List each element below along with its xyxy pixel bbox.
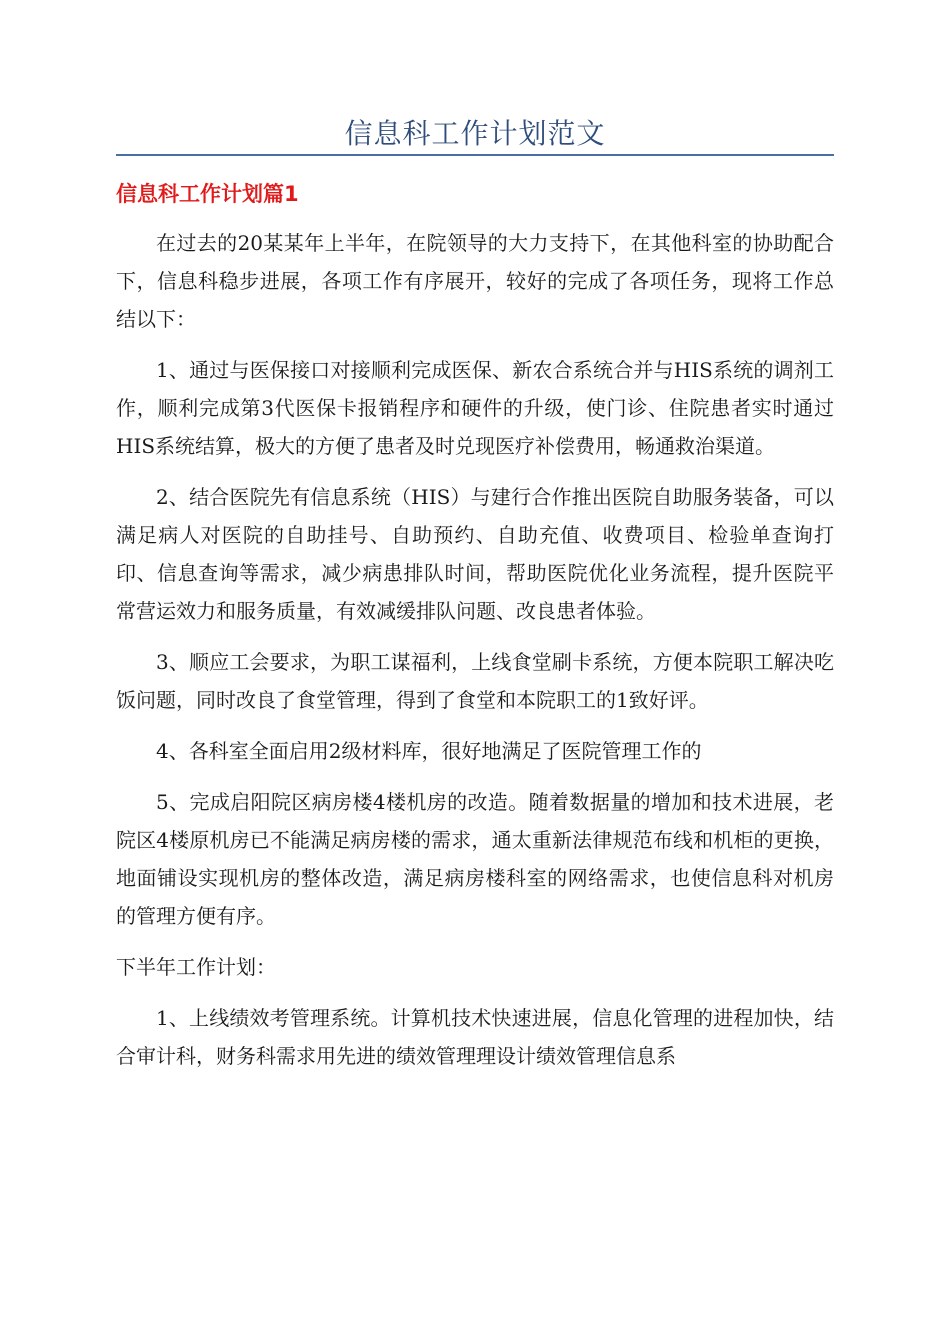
paragraph-item-4: 4、各科室全面启用2级材料库，很好地满足了医院管理工作的 xyxy=(156,739,702,763)
subheading-plan: 下半年工作计划： xyxy=(116,955,276,979)
section-heading: 信息科工作计划篇1 xyxy=(116,182,299,206)
paragraph-item-1: 1、通过与医保接口对接顺利完成医保、新农合系统合并与HIS系统的调剂工作，顺利完成第3代医保卡报销程序和硬件的升级，使门诊、住院患者实时通过HIS系统结算，极大的方便了患者及时兑现医疗补偿费用，畅通救治渠道。 xyxy=(116,358,834,458)
intro-paragraph: 在过去的20某某年上半年，在院领导的大力支持下，在其他科室的协助配合下，信息科稳步进展，各项工作有序展开，较好的完成了各项任务，现将工作总结以下： xyxy=(116,231,834,331)
title-divider xyxy=(116,154,834,156)
document-title: 信息科工作计划范文 xyxy=(344,117,606,150)
plan-item-1: 1、上线绩效考管理系统。计算机技术快速进展，信息化管理的进程加快，结合审计科，财务科需求用先进的绩效管理理设计绩效管理信息系 xyxy=(116,1006,834,1068)
paragraph-item-5: 5、完成启阳院区病房楼4楼机房的改造。随着数据量的增加和技术进展，老院区4楼原机房已不能满足病房楼的需求，通太重新法律规范布线和机柜的更换，地面铺设实现机房的整体改造，满足病房楼科室的网络需求，也使信息科对机房的管理方便有序。 xyxy=(116,790,834,928)
paragraph-item-2: 2、结合医院先有信息系统（HIS）与建行合作推出医院自助服务装备，可以满足病人对医院的自助挂号、自助预约、自助充值、收费项目、检验单查询打印、信息查询等需求，减少病患排队时间，帮助医院优化业务流程，提升医院平常营运效力和服务质量，有效减缓排队问题、改良患者体验。 xyxy=(116,485,834,623)
document-body xyxy=(116,224,834,1088)
paragraph-item-3: 3、顺应工会要求，为职工谋福利，上线食堂刷卡系统，方便本院职工解决吃饭问题，同时改良了食堂管理，得到了食堂和本院职工的1致好评。 xyxy=(116,650,834,712)
